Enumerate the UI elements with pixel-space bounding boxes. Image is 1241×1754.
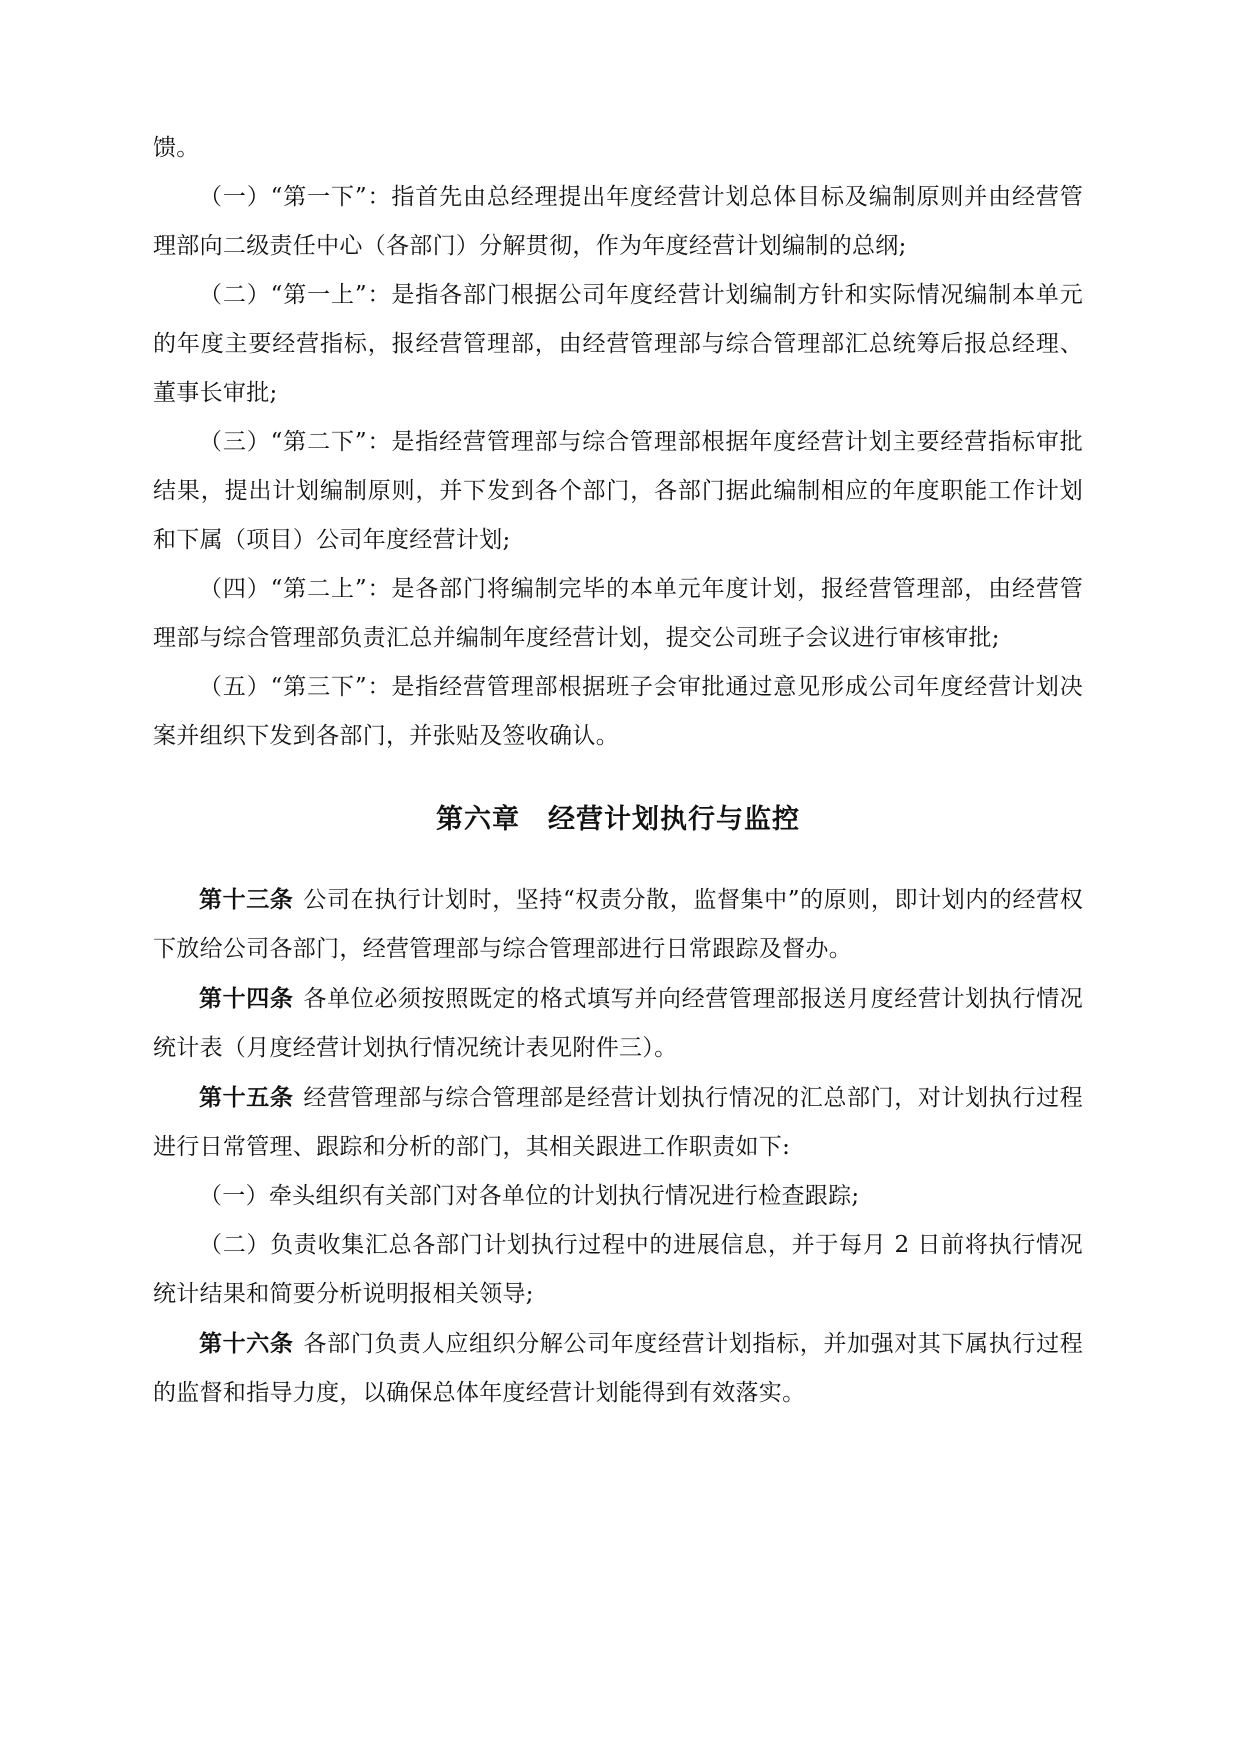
item-first-up: （二）“第一上”：是指各部门根据公司年度经营计划编制方针和实际情况编制本单元的年度主要经营指标，报经营管理部，由经营管理部与综合管理部汇总统筹后报总经理、董事长审批;: [153, 282, 1083, 406]
article-16: [153, 1319, 1083, 1418]
article-13: [153, 875, 1083, 974]
chapter-heading: [153, 795, 1083, 845]
article-label: 第十四条: [199, 985, 294, 1012]
item-second-down: （三）“第二下”：是指经营管理部与综合管理部根据年度经营计划主要经营指标审批结果，提出计划编制原则，并下发到各个部门，各部门据此编制相应的年度职能工作计划和下属（项目）公司年度经营计划;: [153, 429, 1083, 553]
article-label: 第十三条: [199, 886, 294, 913]
article-text: 经营管理部与综合管理部是经营计划执行情况的汇总部门，对计划执行过程进行日常管理、跟踪和分析的部门，其相关跟进工作职责如下:: [153, 1085, 1084, 1160]
article-15-item-2: （二）负责收集汇总各部门计划执行过程中的进展信息，并于每月 2 日前将执行情况统计结果和简要分析说明报相关领导;: [153, 1232, 1083, 1307]
article-label: 第十六条: [199, 1330, 294, 1357]
chapter-title: 经营计划执行与监控: [548, 804, 800, 835]
article-15-item-1: （一）牵头组织有关部门对各单位的计划执行情况进行检查跟踪;: [199, 1183, 860, 1209]
item-first-down: （一）“第一下”：指首先由总经理提出年度经营计划总体目标及编制原则并由经营管理部向二级责任中心（各部门）分解贯彻，作为年度经营计划编制的总纲;: [153, 184, 1083, 259]
article-text: 各部门负责人应组织分解公司年度经营计划指标，并加强对其下属执行过程的监督和指导力度，以确保总体年度经营计划能得到有效落实。: [153, 1331, 1084, 1406]
document-page: [153, 124, 1083, 1418]
article-text: 公司在执行计划时，坚持“权责分散，监督集中”的原则，即计划内的经营权下放给公司各部门，经营管理部与综合管理部进行日常跟踪及督办。: [153, 887, 1084, 962]
article-text: 各单位必须按照既定的格式填写并向经营管理部报送月度经营计划执行情况统计表（月度经营计划执行情况统计表见附件三）。: [153, 986, 1084, 1061]
article-15: [153, 1073, 1083, 1172]
article-14: [153, 974, 1083, 1073]
article-label: 第十五条: [199, 1084, 294, 1111]
intro-tail: 馈。: [153, 135, 200, 161]
chapter-number: 第六章: [436, 804, 520, 835]
item-second-up: （四）“第二上”：是各部门将编制完毕的本单元年度计划，报经营管理部，由经营管理部与综合管理部负责汇总并编制年度经营计划，提交公司班子会议进行审核审批;: [153, 576, 1083, 651]
item-third-down: （五）“第三下”：是指经营管理部根据班子会审批通过意见形成公司年度经营计划决案并组织下发到各部门，并张贴及签收确认。: [153, 674, 1083, 749]
